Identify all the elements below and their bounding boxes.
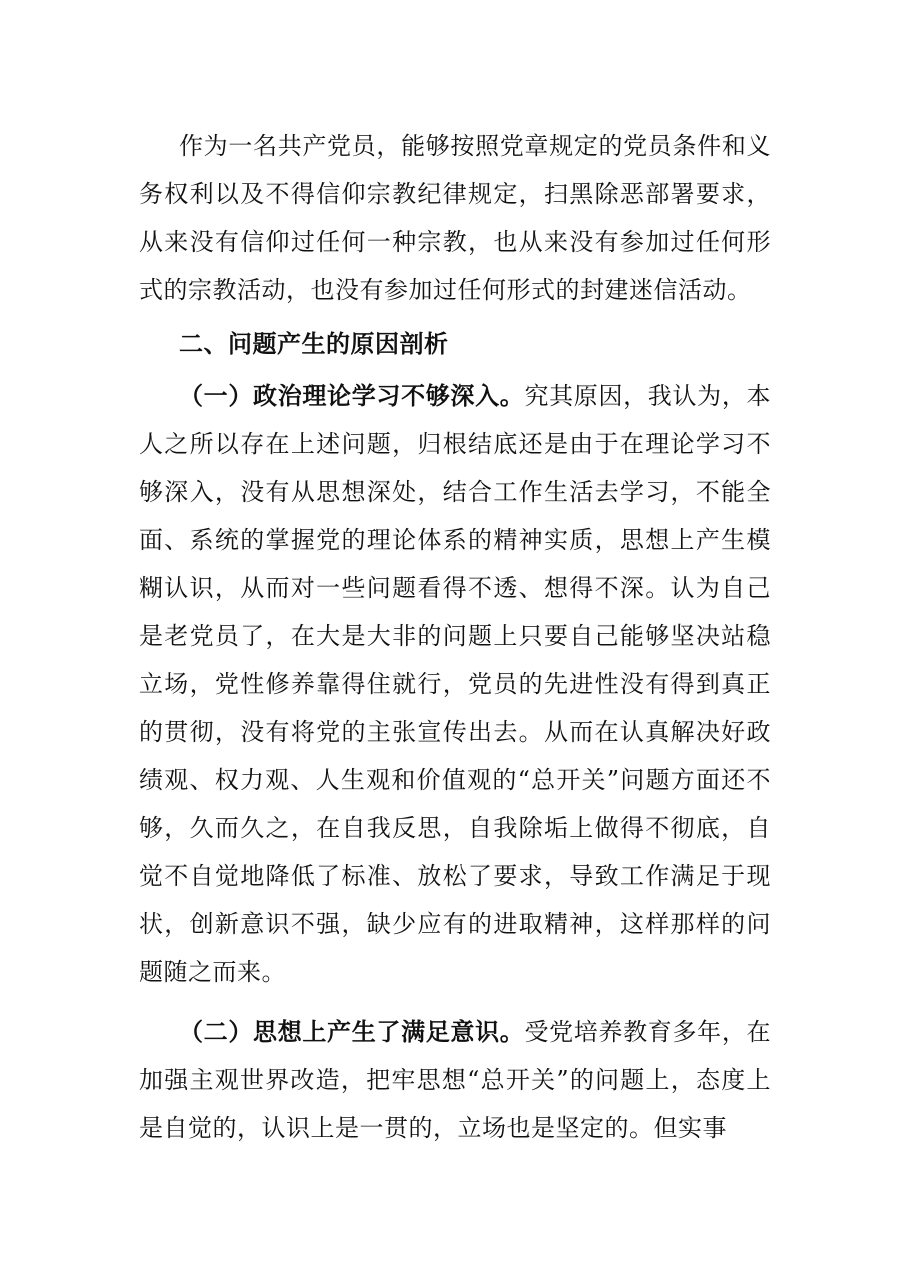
paragraph-complacency: [139, 1008, 771, 1152]
section-heading-cause-analysis: 二、问题产生的原因剖析: [179, 330, 449, 358]
subheading-complacency: （二）思想上产生了满足意识。: [179, 1018, 525, 1046]
paragraph-theory-study-text: 究其原因，我认为，本人之所以存在上述问题，归根结底还是由于在理论学习不够深入，没有从思想深处，结合工作生活去学习，不能全面、系统的掌握党的理论体系的精神实质，思想上产生模糊认识，从而对一些问题看得不透、想得不深。认为自己是老党员了，在大是大非的问题上只要自己能够坚决站稳立场，党性修养靠得住就行，党员的先进性没有得到真正的贯彻，没有将党的主张宣传出去。从而在认真解决好政绩观、权力观、人生观和价值观的“总开关”问题方面还不够，久而久之，在自我反思，自我除垢上做得不彻底，自觉不自觉地降低了标准、放松了要求，导致工作满足于现状，创新意识不强，缺少应有的进取精神，这样那样的问题随之而来。: [139, 382, 772, 986]
subheading-theory-study: （一）政治理论学习不够深入。: [179, 382, 525, 410]
paragraph-complacency-text: 受党培养教育多年，在加强主观世界改造，把牢思想“总开关”的问题上，态度上是自觉的，认识上是一贯的，立场也是坚定的。但实事: [139, 1018, 772, 1142]
document-body: [139, 122, 771, 1152]
paragraph-theory-study: [139, 372, 771, 996]
paragraph-party-member-statement: 作为一名共产党员，能够按照党章规定的党员条件和义务权利以及不得信仰宗教纪律规定，扫黑除恶部署要求，从来没有信仰过任何一种宗教，也从来没有参加过任何形式的宗教活动，也没有参加过任何形式的封建迷信活动。: [139, 132, 771, 304]
